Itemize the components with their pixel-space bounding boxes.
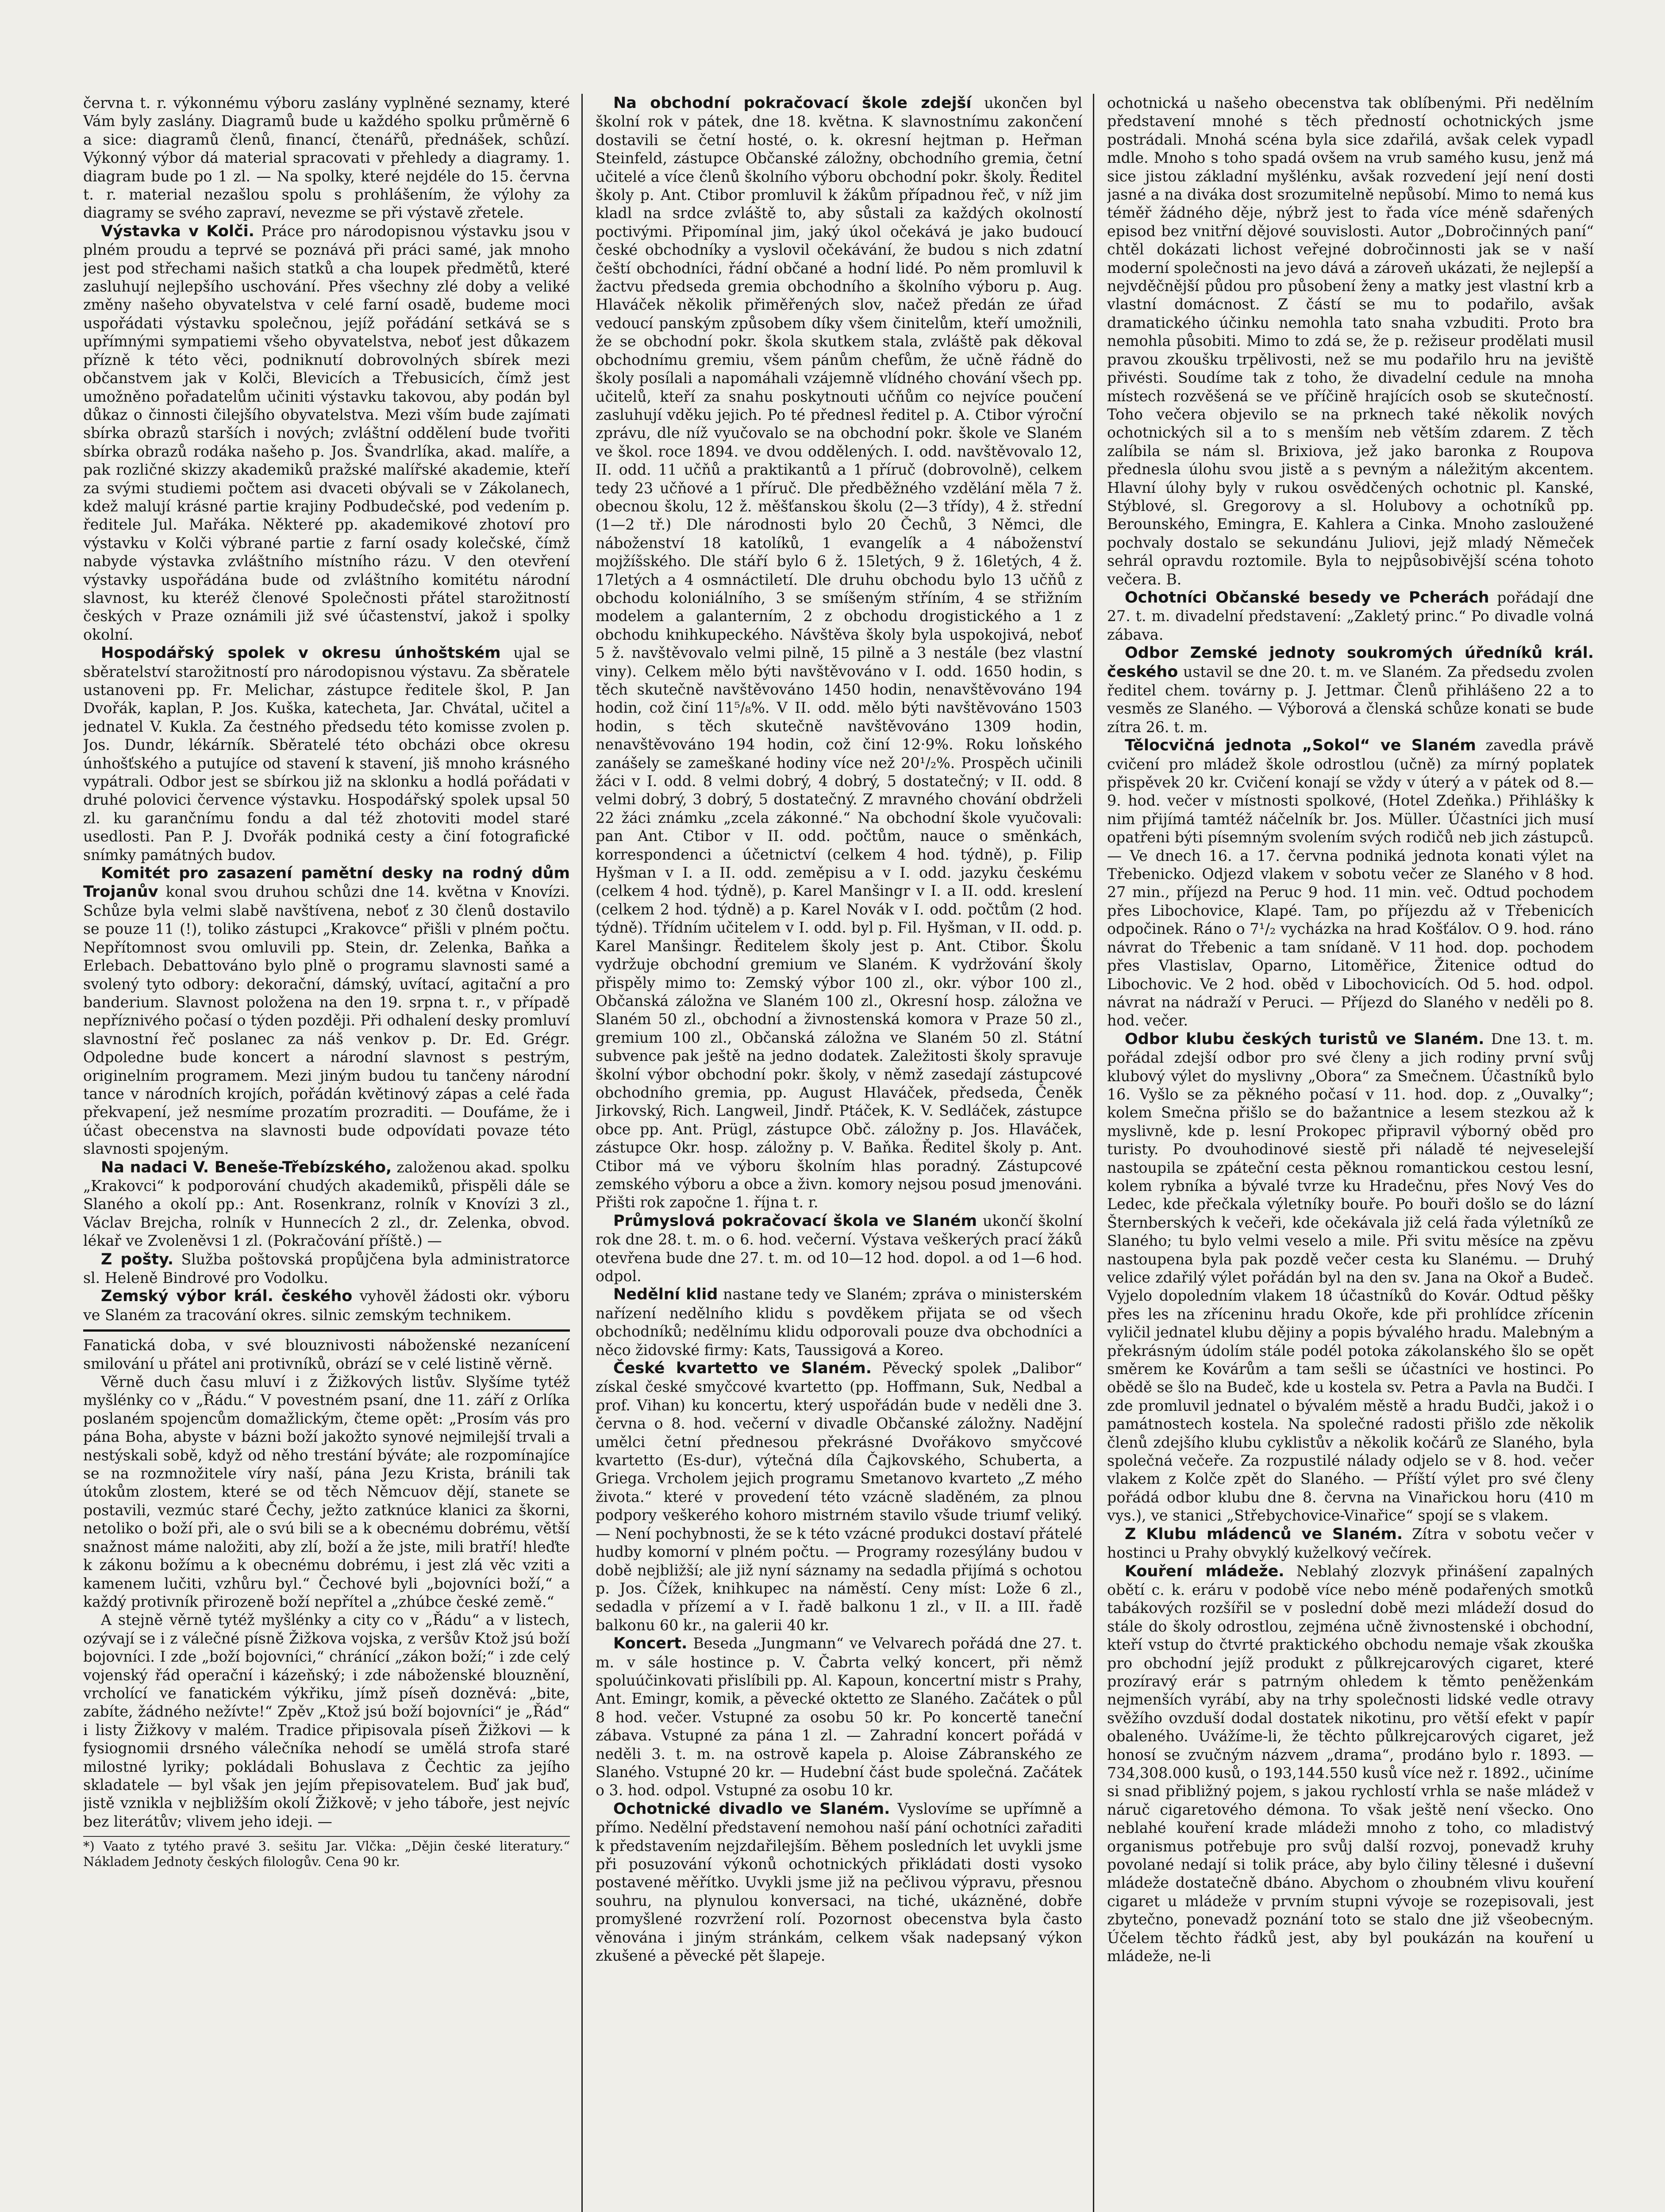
article-koncert-text: Beseda „Jungmann“ ve Velvarech pořádá dne 27. t. m. v sále hostince p. V. Čabrta velký koncert, při němž spoluúčinkovati přislíbili pp. Al. Kapoun, koncertní mistr s Prahy, Ant. Emingr, komik, a pěvecké oktetto ze Slaného. Začátek o půl 8 hod. večer. Vstupné za osobu 50 kr. Po koncertě taneční zábava. Vstupné za pána 1 zl. — Zahradní koncert pořádá v neděli 3. t. m. na ostrově kapela p. Aloise Zábranského ze Slaného. Vstupné 20 kr. — Hudební část bude společná. Začátek o 3. hod. odpol. Vstupné za osobu 10 kr. [596, 1635, 1082, 1799]
article-odbor-text: ustavil se dne 20. t. m. ve Slaném. Za předsedu zvolen ředitel chem. továrny p. J. Jettmar. Členů přihlášeno 22 a to vesměs ze Slaného. — Výborová a členská schůze konati se bude zítra 26. t. m. [1107, 663, 1594, 736]
headline-klub-turistu: Odbor klubu českých turistů ve Slaném. [1125, 1030, 1484, 1048]
article-koureni [1107, 1562, 1594, 1966]
article-klub-mladencu [1107, 1525, 1594, 1562]
article-kvartetto [596, 1359, 1082, 1634]
column-1 [83, 94, 570, 2212]
headline-zemsky-vybor: Zemský výbor král. českého [101, 1287, 353, 1306]
article-prumyslova-skola [596, 1212, 1082, 1286]
article-divadlo-continued: ochotnická u našeho obecenstva tak oblíbenými. Při nedělním představení mnohé s těch předností ochotnických jsme postrádali. Mnohá scéna byla sice zdařilá, avšak celek vypadl mdle. Mnoho s toho spadá ovšem na vrub samého kusu, jenž má sice jistou základní myšlénku, avšak rozvedení její není dosti jasné a na diváka dost srozumitelně nepůsobí. Mimo to nemá kus téměř žádného děje, nýbrž jest to řada více méně sdařených episod bez vnitřní dějové souvislosti. Autor „Dobročinných paní“ chtěl dokázati lichost veřejné dobročinnosti jak se v naší moderní společnosti na jevo dává a zároveň ukázati, že nejlepší a nejvděčnější půdou pro působení ženy a matky jest vlastní krb a vlastní domácnost. Z částí se mu to podařilo, avšak dramatického účinku nemohla tato snaha vzbuditi. Proto bra nemohla působiti. Mimo to zdá se, že p. režiseur prodělati musil pravou zkoušku trpělivosti, než se mu podařilo hru na jeviště přivésti. Soudíme tak z toho, že divadelní cedule na mnoha místech rozvěšená se ve příčině hrajících osob se skutečností. Toho večera objevilo se na prknech také několik nových ochotnických sil a to s menším neb větším zdarem. Z těch zalíbila se nám sl. Brixiova, jež jako baronka z Roupova přednesla úlohu svou jistě a s pevným a náležitým akcentem. Hlavní úlohy byly v rukou osvědčených ochotnic pl. Kanské, Stýblové, sl. Gregorovy a sl. Holubovy a ochotníků pp. Berounského, Emingra, E. Kahlera a Cinka. Mnoho zasloužené pochvaly dostalo se sekundánu Juliovi, jejž mladý Němeček sehrál opravdu roztomile. Byla to nejpůsobivější scéna tohoto večera. B. [1107, 94, 1594, 588]
article-turisti-text: Dne 13. t. m. pořádal zdejší odbor pro své členy a jich rodiny první svůj klubový výlet do myslivny „Obora“ za Smečnem. Účastníků bylo 16. Vyšlo se za pěkného počasí v 11. hod. dop. z „Ouvalky“; kolem Smečna přišlo se do bažantnice a lesem stezkou až k myslivně, kde p. lesní Prokopec připravil výborný oběd pro turisty. Po dvouhodinové siestě při náladě té nejveselejší nastoupila se zpáteční cesta pěknou romantickou cestou lesní, kolem rybníka a bývalé tvrze ku Hradečnu, přes Nový Ves do Ledec, kde přečkala výletníky bouře. Po bouři došlo se do lázní Šternberských k večeři, kde očekávala již celá řada výletníků ze Slaného; tu bylo velmi veselo a mile. Při svitu měsíce na zpěvu nastoupena byla pak pozdě večer cesta ku Slanému. — Druhý velice zdařilý výlet pořádán byl na den sv. Jana na Okoř a Budeč. Vyjelo dopoledním vlakem 18 účastníků do Kovár. Odtud pěšky přes les na zříceninu hradu Okoře, kde při prohlídce zřícenin vyličil jednatel klubu dějiny a popis bývalého hradu. Malebným a překrásným údolím stále podél potoka zákolanského šlo se opět směrem ke Kovárům a tam sešli se účastníci ve hostinci. Po obědě se šlo na Budeč, kde u kostela sv. Petra a Pavla na Budči. I zde promluvil jednatel o bývalém městě a hradu Budči, jakož i o památnostech kostela. Na společné radosti přišlo zde několik členů zdejšího klubu cyklistův a několik kočárů ze Slaného, byla společná večeře. Za rozpustilé nálady odjelo se v 8. hod. večer vlakem z Kolče zpět do Slaného. — Příští výlet pro své členy pořádá odbor klubu dne 8. června na Vinařickou horu (410 m vys.), ve stanici „Střebychovice-Vinařice“ spojí se s vlakem. [1107, 1030, 1594, 1525]
article-sokol [1107, 736, 1594, 1030]
article-turisti [1107, 1030, 1594, 1525]
article-nedelni-klid [596, 1285, 1082, 1359]
article-sokol-text: zavedla právě cvičení pro mládež škole odrostlou (učně) za mírný poplatek přispěvek 20 kr. Cvičení konají se vždy v úterý a v pátek od 8.—9. hod. večer v místnosti spolkové, (Hotel Zdeňka.) Přihlášky k nim přijímá tamtéž náčelník br. Jos. Müller. Účastníci jich musí opatřeni býti písemným svolením svých rodičů neb jich zástupců. — Ve dnech 16. a 17. června podniká jednota konati výlet na Třebenicko. Odjezd vlakem v sobotu večer ze Slaného v 8 hod. 27 min., příjezd na Peruc 9 hod. 11 min. več. Odtud pochodem přes Libochovice, Klapé. Tam, po příjezdu až v Třebenicích odpočinek. Ráno o 7¹/₂ vycházka na hrad Košťálov. O 9. hod. ráno návrat do Třebenic a tam snídaně. V 11 hod. dop. pochodem přes Vlastislav, Oparno, Litoměřice, Žitenice odtud do Libochovic. Ve 2 hod. oběd v Libochovicích. Od 5. hod. odpol. návrat na nádraží v Peruci. — Příjezd do Slaného v neděli po 8. hod. večer. [1107, 737, 1594, 1029]
column-rule-2 [1093, 94, 1094, 2212]
article-obchodni-text: ukončen byl školní rok v pátek, dne 18. května. K slavnostnímu zakončení dostavili se četní hosté, o. k. okresní hejtman p. Heřman Steinfeld, zástupce Občanské záložny, obchodního gremia, četní učitelé a více členů školního výboru obchodní pokr. školy. Ředitel školy p. Ant. Ctibor promluvil k žákům případnou řeč, v níž jim kladl na srdce zvláště to, aby sůstali za každých okolností poctivými. Připomínal jim, jaký úkol očekává je jako budoucí české obchodníky a vyslovil očekávání, že budou s nich zdatní čeští obchodníci, řádní občané a hodní lidé. Po něm promluvil k žactvu předseda gremia obchodního a školního výboru p. Aug. Hlaváček několik přiměřených slov, načež předán ze úřad vedoucí panským způsobem díky všem činitelům, kteří umožnili, že se obchodní pokr. škola skutkem stala, zvláště pak děkoval obchodnímu gremiu, všem pánům chefům, že učně řádně do školy posílali a napomáhali vzájemně vlídného chování všech pp. učitelů, kteří za snahu poskytnouti učňům co nejvíce poučení zasluhují vděku jejich. Po té přednesl ředitel p. A. Ctibor výroční zprávu, dle níž vyučovalo se na obchodní pokr. škole ve Slaném ve škol. roce 1894. ve dvou oddělených. I. odd. navštěvovalo 12, II. odd. 11 učňů a praktikantů a 1 příruč (dobrovolně), celkem tedy 23 učňové a 1 příruč. Dle předběžného vzdělání měla 7 ž. obecnou školu, 12 ž. měšťanskou školu (2—3 třídy), 4 ž. střední (1—2 tř.) Dle národnosti bylo 20 Čechů, 3 Němci, dle náboženství 18 katolíků, 1 evangelík a 4 náboženství mojžíšského. Dle stáří bylo 6 ž. 15letých, 9 ž. 16letých, 4 ž. 17letých a 4 osmnáctiletí. Dle druhu obchodu bylo 13 učňů z obchodu koloniálního, 3 se smíšeným stříním, 4 se střižním modelem a galanterním, 2 z obchodu drogistického a 1 z obchodu knihkupeckého. Návštěva školy byla uspokojivá, neboť 5 ž. navštěvovalo velmi pilně, 15 pilně a 3 nestále (bez vlastní viny). Celkem mělo býti navštěvováno v I. odd. 1650 hodin, s těch skutečně navštěvováno 1450 hodin, nenavštěvováno 194 hodin, což činí 11⁵/₈%. V II. odd. mělo býti navštěvováno 1503 hodin, s těch skutečně navštěvováno 1309 hodin, nenavštěvováno 194 hodin, což činí 12·9%. Roku loňského zanášely se zameškané hodiny více než 20¹/₂%. Prospěch učinili žáci v I. odd. 8 velmi dobrý, 4 dobrý, 5 dostatečný; v II. odd. 8 velmi dobrý, 3 dobrý, 5 dostatečný. Z mravného chování obdrželi 22 žáci známku „zcela zákonné.“ Na obchodní škole vyučovali: pan Ant. Ctibor v II. odd. počtům, nauce o směnkách, korrespondenci a účetnictví (celkem 4 hod. týdně), p. Filip Hyšman v I. a II. odd. zeměpisu a v I. odd. jazyku českému (celkem 4 hod. týdně), p. Karel Manšingr v I. a II. odd. kreslení (celkem 2 hod. týdně) a p. Karel Novák v I. odd. počtům (2 hod. týdně). Třídním učitelem v I. odd. byl p. Fil. Hyšman, v II. odd. p. Karel Manšingr. Ředitelem školy jest p. Ant. Ctibor. Školu vydržuje obchodní gremium ve Slaném. K vydržování školy přispěly mimo to: Zemský výbor 100 zl., okr. výbor 100 zl., Občanská záložna ve Slaném 100 zl., Okresní hosp. záložna ve Slaném 50 zl., obchodní a živnostenská komora v Praze 50 zl., gremium 100 zl., Občanská záložna ve Slaném 50 zl. Státní subvence pak ještě na jedno dodatek. Zaležitosti školy spravuje školní výbor obchodní pokr. školy, v němž zasedají zástupcové obchodního gremia, pp. August Hlaváček, předseda, Čeněk Jirkovský, Rich. Langweil, Jindř. Ptáček, K. V. Sedláček, zástupce obce pp. Ant. Prügl, zástupce Obč. záložny p. Jos. Hlaváček, zástupce Okr. hosp. záložny p. V. Baňka. Ředitel školy p. Ant. Ctibor má ve výboru školním hlas poradný. Zástupcové zemského výboru a obce a živn. komory nejsou posud jmenováni. Přišti rok započne 1. října t. r. [596, 94, 1082, 1211]
article-pchery [1107, 588, 1594, 644]
article-prumyslova-text: ukončí školní rok dne 28. t. m. o 6. hod. večerní. Výstava veškerých prací žáků otevřena bude dne 27. t. m. od 10—12 hod. dopol. a od 1—6 hod. odpol. [596, 1212, 1082, 1285]
column-rule-1 [581, 94, 583, 2212]
headline-koncert: Koncert. [613, 1635, 688, 1653]
article-obchodni-skola [596, 94, 1082, 1212]
article-odbor-jednoty [1107, 644, 1594, 736]
article-hospodarsky-spolek [83, 644, 570, 864]
headline-komitet: Komitét pro zasazení pamětní desky na rodný dům Trojanův [83, 864, 570, 901]
headline-klub-mladencu: Z Klubu mládenců ve Slaném. [1125, 1525, 1403, 1543]
article-kvartetto-text: Pěvecký spolek „Dalibor“ získal české smyčcové kvartetto (pp. Hoffmann, Suk, Nedbal a prof. Vihan) ku koncertu, který uspořádán bude v neděli dne 3. června o 8. hod. večerní v divadle Občanské záložny. Nadějní umělci četní přednesou překrásné Dvořákovo smyčcové kvartetto (Es-dur), výtečná díla Čajkovského, Schuberta, a Griega. Vrcholem jejich programu Smetanovo kvarteto „Z mého života.“ které v provedení této vzácně sladěném, za plnou podpory veškerého kohoro mistrném stavilo všude triumf veliký. — Není pochybnosti, že se k této vzácné produkci dostaví přátelé hudby komorní v plném počtu. — Programy rozesýlány budou v době nejbližší; ale již nyní sáznamy na sedadla přijímá s ochotou p. Jos. Čížek, knihkupec na náměstí. Ceny míst: Lože 6 zl., sedadla v přízemí a v I. řadě balkonu 1 zl., v II. a III. řadě balkonu 60 kr., na galerii 40 kr. [596, 1359, 1082, 1634]
headline-vystavka-kolci: Výstavka v Kolči. [101, 222, 254, 240]
article-posta [83, 1250, 570, 1287]
headline-ochotnici-pchery: Ochotníci Občanské besedy ve Pcherách [1125, 588, 1489, 607]
footnote: *) Vaato z tytého pravé 3. sešitu Jar. Vlčka: „Dějin české literatury.“ Nákladem Jednoty českých filologův. Cena 90 kr. [83, 1836, 570, 1870]
article-nedelni-text: nastane tedy ve Slaném; zpráva o ministerském nařízení nedělního klidu s povděkem přijata se od všech obchodníků; nedělnímu klidu odporovali pouze dva obchodníci a něco židovské firmy: Kats, Taussigová a Koreo. [596, 1286, 1082, 1359]
headline-hospodarsky-spolek: Hospodářský spolek v okresu únhoštském [101, 644, 501, 662]
article-koureni-text: Neblahý zlozvyk přinášení zapalných obětí c. k. eráru v podobě více nebo méně podařených smotků tabákových rozšířil se v poslední době mezi mládeží dosud do stále do školy odrostlou, zejména učně živnostenské i obchodní, kteří vstup do čtvrté praktického obchodu nemaje však zkouška pro obchodní jejíž produkt z půlkrejcarových cigaret, které prozíravý erár s patrným ohledem k těmto peněženkám nejmenších vyrábí, aby na trhy společnosti lidské vedle otravy svěžího ovzduší dodal dostatek nikotinu, pro větší efekt v papír obaleného. Uvážíme-li, že těchto půlkrejcarových cigaret, jež honosí se zvučným názvem „drama“, prodáno bylo r. 1893. — 734,308.000 kusů, o 193,144.550 kusů více než r. 1892., učiníme si snad přibližný pojem, s jakou rychlostí vrhla se naše mládež v náruč cigaretového démona. To však ještě není všecko. Ono neblahé kouření krade mládeži mnoho z toho, co mladistvý organismus potřebuje pro svůj další rozvoj, ponevadž kruhy povolané nedají si tolik práce, aby bylo čiliny tělesné i duševní mládeže dostatečně dbáno. Abychom o zhoubném vlivu kouření cigaret u mládeže v prvním stupni vývoje se rozepisovali, jest zbytečno, ponevadž poznání toto se stalo dne již všeobecným. Účelem těchto řádků jest, aby byl poukázán na kouření u mládeže, ne-li [1107, 1562, 1594, 1965]
article-diagrams-text: června t. r. výkonnému výboru zaslány vyplněné seznamy, které Vám byly zaslány. Diagramů bude u každého spolku průměrně 6 a sice: diagramů členů, financí, čtenářů, přednášek, schůzí. Výkonný výbor dá material spracovati v přehledy a diagramy. 1. diagram bude po 1 zl. — Na spolky, které nejdéle do 15. června t. r. material nezašlou spolu s prohlášením, že výlohy za diagramy se svého zapraví, nevezme se při výstavě zřetele. [83, 94, 570, 222]
article-nadace-text: založenou akad. spolku „Krakovci“ k podporování chudých akademiků, přispěli dále se Slaného a okolí pp.: Ant. Rosenkranz, rolník v Knovízi 3 zl., Václav Brejcha, rolník v Hunnecích 2 zl., dr. Zelenka, obvod. lékař ve Zvoleněvsi 1 zl. (Pokračování příště.) — [83, 1158, 570, 1250]
article-mladenci-text: Zítra v sobotu večer v hostinci u Prahy obvyklý kuželkový večírek. [1107, 1525, 1594, 1562]
article-pchery-text: pořádají dne 27. t. m. divadelní představení: „Zakletý princ.“ Po divadle volná zábava. [1107, 588, 1594, 643]
feuilleton-zizka-listy: Věrně duch času mluví i z Žižkových listův. Slyšíme tytéž myšlénky co v „Řádu.“ V povestném psaní, dne 11. září z Orlíka poslaném spojencům domažlickým, čteme opět: „Prosím vás pro pána Boha, abyste v bázni boží jakožto synové nejmilejší trvali a nestýskali sobě, když od něho trestání býváte; ale rozpomínajíce se na rozmnožitele víry naší, pána Jezu Krista, bránili tak útokům zlostem, které se od těch Němcuov dějí, stanete se postavili, vezmúc staré Čechy, ježto zatknúce klanici za škorni, netoliko o boží při, ale o svú bili se a k obecnému dobrému, větší snažnost máme naložiti, aby zlí, boží a že jste, mili bratří! hleďte k zákonu božímu a k obecnému dobrému, i jest zlá věc vziti a kamenem lučiti, vzhůru byl.“ Čechové byli „bojovníci boží,“ a každý protivník přirozeně boží nepřítel a „zhúbce české země.“ [83, 1373, 570, 1610]
headline-odbor-jednoty: Odbor Zemské jednoty soukromých úředníků král. českého [1107, 644, 1594, 681]
headline-z-posty: Z pošty. [101, 1250, 174, 1268]
headline-nadace: Na nadaci V. Beneše-Třebízského, [101, 1158, 392, 1176]
headline-sokol: Tělocvičná jednota „Sokol“ ve Slaném [1125, 737, 1476, 755]
headline-koureni-mladeze: Kouření mládeže. [1125, 1562, 1284, 1580]
headline-nedelni-klid: Nedělní klid [613, 1286, 718, 1304]
article-kolec-text: Práce pro národopisnou výstavku jsou v plném proudu a teprvé se poznává při práci samé, jak mnoho jest pod střechami našich statků a cha loupek předmětů, které zasluhují nejlepšího uschování. Přes všechny zlé doby a veliké změny našeho obyvatelstva v celé farní osadě, budeme moci uspořádati výstavku společnou, jejíž pořádání setkává se s upřímnými sympatiemi všeho obyvatelstva, neboť jest důkazem přízně k této věci, podniknutí dobrovolných sbírek mezi občanstvem jak v Kolči, Blevicích a Třebusicích, čímž jest umožněno pořadatelům učiniti výstavku takovou, aby podán byl důkaz o činnosti čilejšího obyvatelstva. Mezi vším bude zajímati sbírka obrazů starších i nových; zvláštní oddělení bude tvořiti sbírka obrazů rodáka našeho p. Jos. Švandrlíka, akad. malíře, a pak rozličné skizzy akademiků pražské malířské akademie, kteří za svými studiemi počtem asi dvaceti obývali se v Zákolanech, kdež malují krásné partie krajiny Podbudečské, pod vedením p. ředitele Jul. Mařáka. Některé pp. akademikové zhotoví pro výstavku v Kolči výbrané partie z farní osady kolečské, čímž nabyde výstavka zvláštního místního rázu. V den otevření výstavky uspořádána bude od zvláštního komitétu národní slavnost, ku kteréž členové Společnosti přátel starožitností českých v Praze oznámili již své účastenství, jakož i spolky okolní. [83, 222, 570, 643]
article-nadace [83, 1158, 570, 1250]
article-posta-text: Služba poštovská propůjčena byla administratorce sl. Heleně Bindrové pro Vodolku. [83, 1250, 570, 1286]
section-divider [83, 1329, 570, 1332]
headline-obchodni-skola: Na obchodní pokračovací škole zdejší [613, 94, 972, 112]
article-ochotnicke-divadlo [596, 1800, 1082, 1965]
column-2 [596, 94, 1082, 2212]
column-3 [1107, 94, 1594, 2212]
headline-prumyslova-skola: Průmyslová pokračovací škola ve Slaném [613, 1212, 977, 1230]
feuilleton-intro: Fanatická doba, v své blouznivosti náboženské nezanícení smilování u přátel ani protivníků, obrází se v celé listině věrně. [83, 1336, 570, 1372]
article-divadlo-text: Vyslovíme se upřímně a přímo. Nedělní představení nemohou naší pání ochotníci zařaditi k představením nejzdařilejším. Během posledních let uvykli jsme při posuzování výkonů ochotnických přikládati dosti vysoko postavené měřítko. Uvykli jsme již na pečlivou výpravu, přesnou souhru, na plynulou konversaci, na tiché, ukázněné, dobře promyšlené rozvržení rolí. Pozornost obecenstva byla často věnována i jiným stránkám, celkem však nadepsaný výkon zkušené a pěvecké pět šlapeje. [596, 1800, 1082, 1965]
article-komitet [83, 864, 570, 1158]
headline-ceske-kvartetto: České kvartetto ve Slaném. [613, 1359, 872, 1378]
article-zemsky-text: vyhověl žádosti okr. výboru ve Slaném za tracování okres. silnic zemským technikem. [83, 1287, 570, 1324]
article-kolec [83, 222, 570, 644]
newspaper-page [83, 94, 1596, 2212]
feuilleton-bojovnici: A stejně věrně tytéž myšlénky a city co v „Řádu“ a v listech, ozývají se i z válečné písně Žižkova vojska, z veršův Ktož jsú boží bojovníci. I zde „boží bojovníci,“ chránící „zákon boží;“ i zde celý vojenský řád operační i kázeňský; i zde náboženské blouznění, vrcholící ve fanatickém výkřiku, jímž píseň dozněvá: „bite, zabíte, žádného nežívte!“ Zpěv „Ktož jsú boží bojovníci“ je „Řád“ i listy Žižkovy v malém. Tradice připisovala píseň Žižkovi — k fysiognomii drsného válečníka nehodí se umělá strofa staré milostné lyriky; pokládali Bohuslava z Čechtic za jejího skladatele — byl však jen jejím přepisovatelem. Buď jak buď, jistě vznikla v nejbližším okolí Žižkově; v jeho táboře, jest nejvíc bez literátův; vlivem jeho ideji. — [83, 1611, 570, 1830]
article-hospodarsky-text: ujal se sběratelství starožitností pro národopisnou výstavu. Za sběratele ustanoveni pp. Fr. Melichar, zástupce ředitele škol, P. Jan Dvořák, kaplan, P. Jos. Kuška, katecheta, Jar. Chvátal, učitel a jednatel V. Kukla. Za čestného předsedu této komisse zvolen p. Jos. Dundr, lékárník. Sběratelé této obcházi obce okresu únhošťského a putujíce od stavení k stavení, jiš mnoho krásného vypátrali. Odbor jest se sbírkou již na sklonku a hodlá pořádati v druhé polovici července výstavku. Hospodářský spolek upsal 50 zl. ku garančnímu fondu a dal též zhotoviti model staré usedlosti. Pan P. J. Dvořák podniká cesty a činí fotografické snímky památných budov. [83, 644, 570, 864]
headline-ochotnicke-divadlo: Ochotnické divadlo ve Slaném. [613, 1800, 890, 1818]
article-zemsky-vybor [83, 1287, 570, 1324]
article-koncert [596, 1634, 1082, 1800]
article-komitet-text: konal svou druhou schůzi dne 14. května v Knovízi. Schůze byla velmi slabě navštívena, neboť z 30 členů dostavilo se pouze 11 (!), toliko zástupci „Krakovce“ přišli v plném počtu. Nepřítomnost svou omluvili pp. Stein, dr. Zelenka, Baňka a Erlebach. Debattováno bylo plně o programu slavnosti samé a svolený tyto odbory: dekorační, dámský, uvítací, agitační a pro banderium. Slavnost položena na den 19. srpna t. r., v případě nepříznivého počasí o týden později. Při odhalení desky promluví slavnostní řeč poslanec za náš venkov p. Dr. Ed. Grégr. Odpoledne bude koncert a národní slavnost s pestrým, originelním programem. Mezi jiným budou tu tančeny národní tance v národních krojích, pořádán květinový zápas a celé řada překvapení, jež nesmíme prozatím prozraditi. — Doufáme, že i účast obecenstva na slavnosti bude odpovídati povaze této slavnosti spojeným. [83, 883, 570, 1158]
